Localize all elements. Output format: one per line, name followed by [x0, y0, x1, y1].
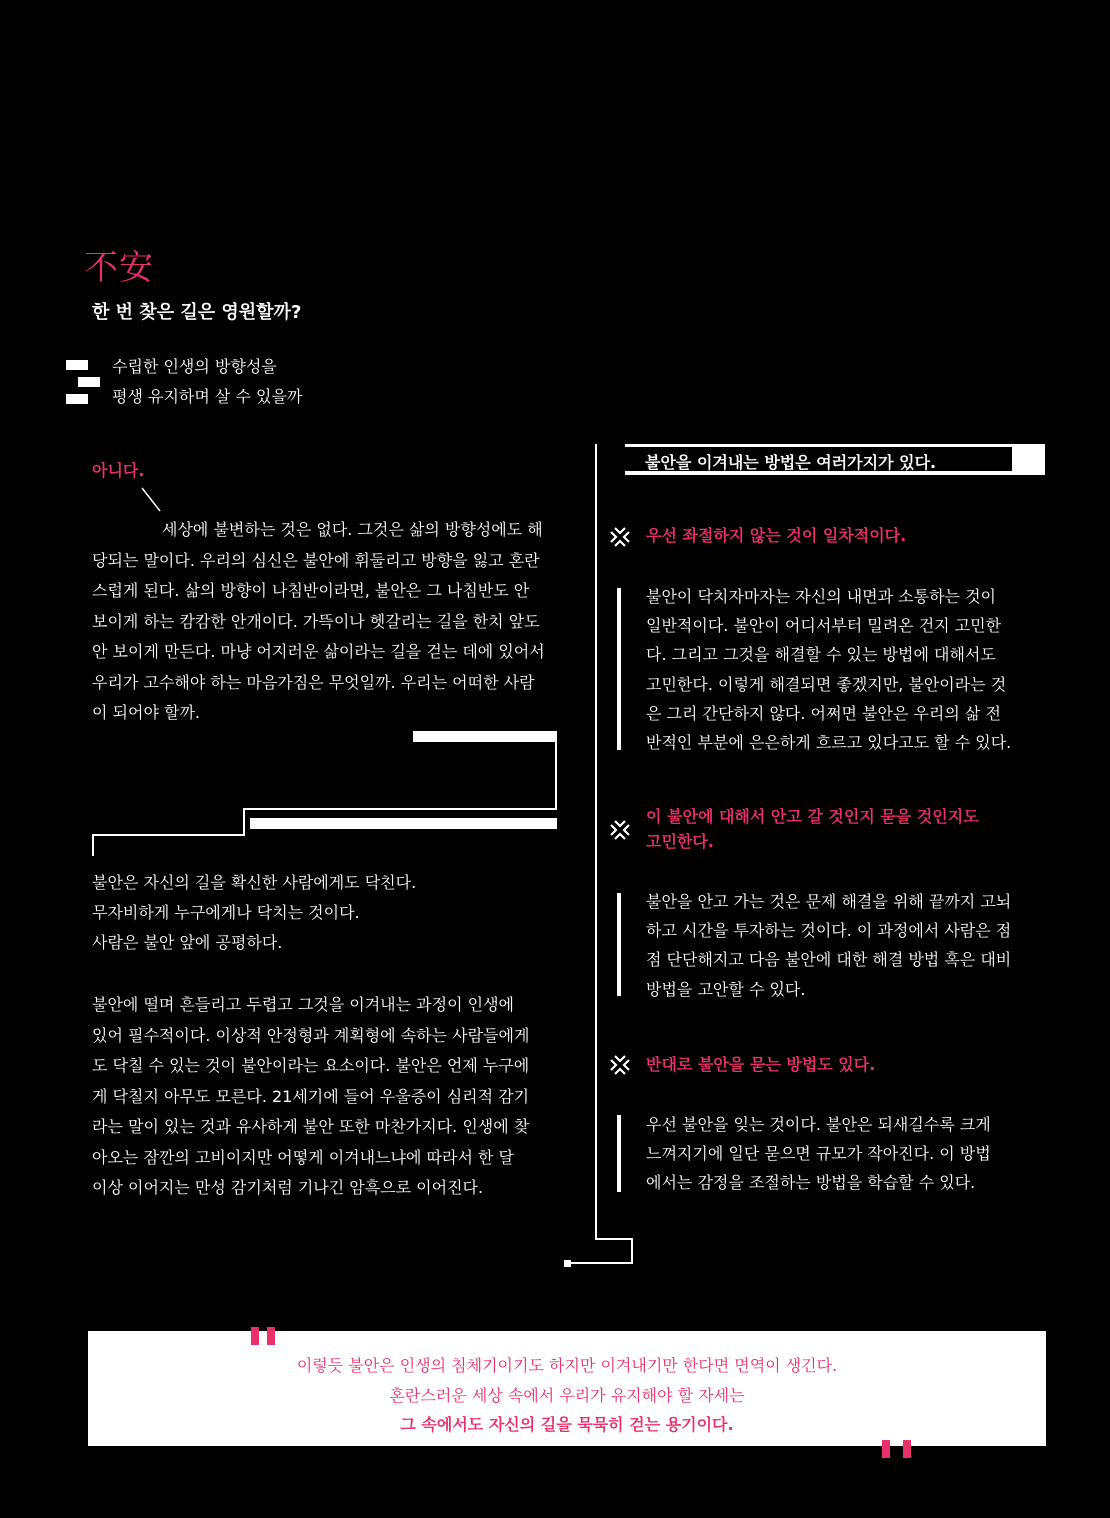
- subtitle: 한 번 찾은 길은 영원할까?: [92, 302, 302, 323]
- answer-pointer-line: [140, 486, 164, 514]
- text-line: 우선 불안을 잊는 것이다. 불안은 되새길수록 크게: [646, 1115, 991, 1134]
- quote-mark-icon: [882, 1440, 912, 1460]
- quote-line-1: 이렇듯 불안은 인생의 침체기이기도 하지만 이겨내기만 한다면 면역이 생긴다.: [296, 1356, 838, 1375]
- quote-box: [88, 1331, 1046, 1446]
- text-line: 점 단단해지고 다음 불안에 대한 해결 방법 혹은 대비: [646, 950, 1012, 970]
- text-line: 사람은 불안 앞에 공평하다.: [92, 933, 283, 952]
- section-3-body: [646, 1110, 1036, 1198]
- text-line: 도 닥칠 수 있는 것이 불안이라는 요소이다. 불안은 언제 누구에: [92, 1056, 530, 1075]
- text-line: 라는 말이 있는 것과 유사하게 불안 또한 마찬가지다. 인생에 찾: [92, 1117, 530, 1136]
- text-line: 방법을 고안할 수 있다.: [646, 979, 806, 999]
- text-line: 이상 이어지는 만성 감기처럼 기나긴 암흑으로 이어진다.: [92, 1178, 484, 1197]
- text-line: 보이게 하는 캄캄한 안개이다. 가뜩이나 헷갈리는 길을 한치 앞도: [92, 611, 540, 631]
- intro-line: 수립한 인생의 방향성을: [112, 357, 277, 376]
- text-line: 게 닥칠지 아무도 모른다. 21세기에 들어 우울증이 심리적 감기: [92, 1086, 530, 1106]
- paragraph-3: [92, 990, 562, 1204]
- text-line: 반적인 부분에 은은하게 흐르고 있다고도 할 수 있다.: [646, 733, 1012, 753]
- section-3-title: 반대로 불안을 묻는 방법도 있다.: [646, 1055, 876, 1074]
- section-2-rule: [617, 893, 621, 996]
- text-line: 스럽게 된다. 삶의 방향이 나침반이라면, 불안은 그 나침반도 안: [92, 581, 530, 600]
- text-line: 안 보이게 만든다. 마냥 어지러운 삶이라는 길을 걷는 데에 있어서: [92, 642, 545, 661]
- section-1-rule: [617, 588, 621, 750]
- diamond-arrows-icon: [608, 1053, 632, 1077]
- section-2-body: [646, 887, 1036, 1004]
- text-line: 불안이 닥치자마자는 자신의 내면과 소통하는 것이: [646, 587, 997, 606]
- text-line: 무자비하게 누구에게나 닥치는 것이다.: [92, 903, 360, 922]
- bullet-block-icon: [66, 360, 100, 405]
- intro-text: [112, 352, 302, 412]
- text-line: 불안에 떨며 흔들리고 두렵고 그것을 이겨내는 과정이 인생에: [92, 995, 515, 1014]
- section-1-body: [646, 582, 1036, 757]
- text-line: 이 되어야 할까.: [92, 703, 200, 722]
- section-1-title: 우선 좌절하지 않는 것이 일차적이다.: [646, 526, 907, 545]
- section-2-title: 이 불안에 대해서 안고 갈 것인지 묻을 것인지도 고민한다.: [646, 807, 979, 851]
- intro-line: 평생 유지하며 살 수 있을까: [112, 387, 303, 406]
- text-line: 우리가 고수해야 하는 마음가짐은 무엇일까. 우리는 어떠한 사람: [92, 672, 535, 692]
- diamond-arrows-icon: [608, 818, 632, 842]
- text-line: 은 그리 간단하지 않다. 어쩌면 불안은 우리의 삶 전: [646, 703, 1001, 723]
- text-line: 당되는 말이다. 우리의 심신은 불안에 휘둘리고 방향을 잃고 혼란: [92, 550, 540, 570]
- text-line: 있어 필수적이다. 이상적 안정형과 계획형에 속하는 사람들에게: [92, 1025, 530, 1045]
- section-3-rule: [617, 1115, 621, 1192]
- text-line: 에서는 감정을 조절하는 방법을 학습할 수 있다.: [646, 1173, 976, 1193]
- paragraph-1: [92, 515, 562, 729]
- text-line: 다. 그리고 그것을 해결할 수 있는 방법에 대해서도: [646, 645, 996, 665]
- diamond-arrows-icon: [608, 525, 632, 549]
- right-heading: 불안을 이겨내는 방법은 여러가지가 있다.: [645, 453, 937, 472]
- text-line: 일반적이다. 불안이 어디서부터 밀려온 건지 고민한: [646, 616, 1002, 636]
- text-line: 느껴지기에 일단 묻으면 규모가 작아진다. 이 방법: [646, 1144, 991, 1164]
- answer-label: 아니다.: [92, 461, 145, 480]
- text-line: 세상에 불변하는 것은 없다. 그것은 삶의 방향성에도 해: [162, 520, 543, 539]
- text-line: 고민한다. 이렇게 해결되면 좋겠지만, 불안이라는 것: [646, 674, 1007, 694]
- paragraph-2: [92, 868, 416, 958]
- quote-line-3: 그 속에서도 자신의 길을 묵묵히 걷는 용기이다.: [400, 1415, 734, 1434]
- text-line: 하고 시간을 투자하는 것이다. 이 과정에서 사람은 점: [646, 921, 1012, 941]
- text-line: 아오는 잠깐의 고비이지만 어떻게 이겨내느냐에 따라서 한 달: [92, 1147, 515, 1167]
- quote-mark-icon: [251, 1327, 281, 1347]
- text-line: 불안은 자신의 길을 확신한 사람에게도 닥친다.: [92, 873, 417, 892]
- text-line: 불안을 안고 가는 것은 문제 해결을 위해 끝까지 고뇌: [646, 892, 1012, 911]
- quote-line-2: 혼란스러운 세상 속에서 우리가 유지해야 할 자세는: [389, 1386, 745, 1405]
- hanja-title: 不安: [84, 248, 154, 288]
